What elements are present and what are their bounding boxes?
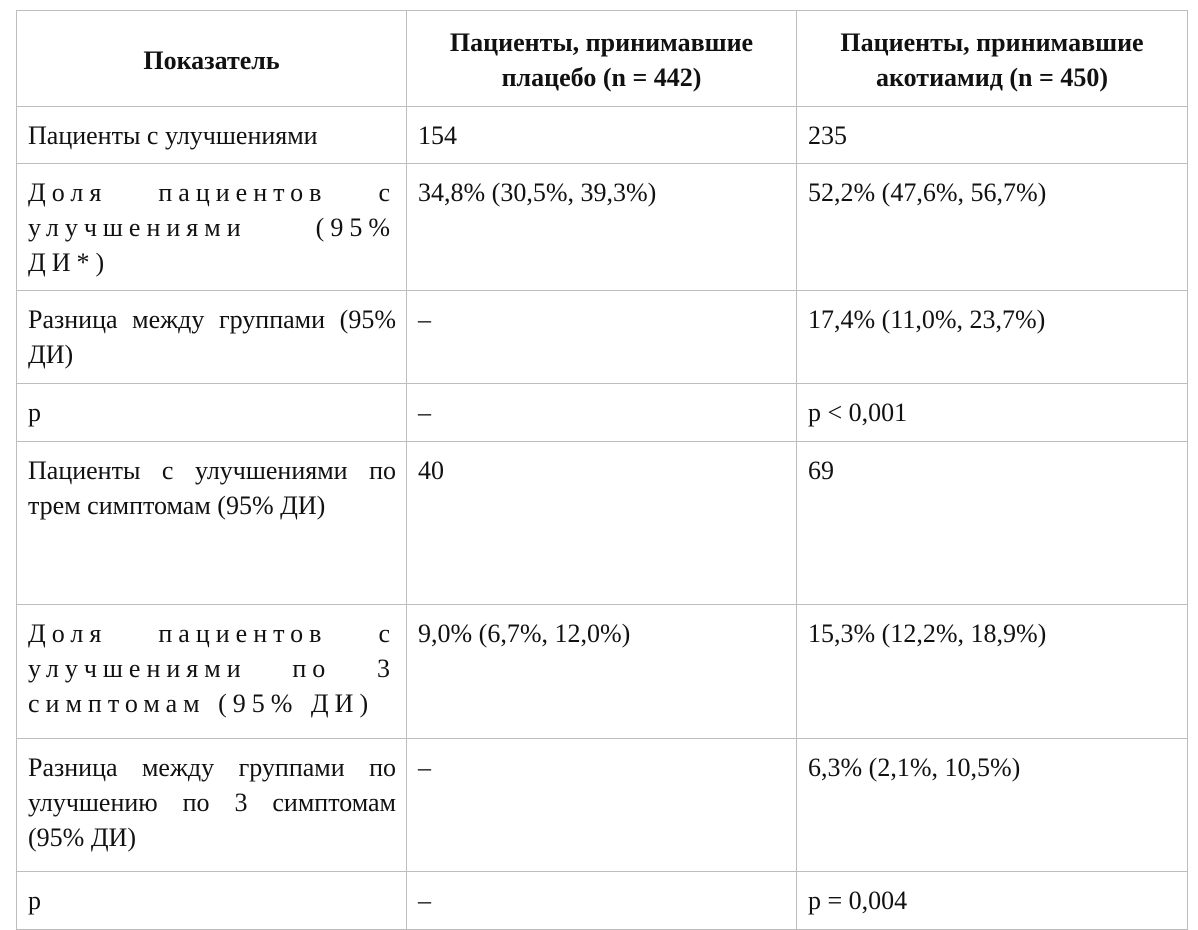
acotiamide-value: 235 bbox=[797, 107, 1188, 164]
header-placebo: Пациенты, принимавшие плацебо (n = 442) bbox=[407, 11, 797, 107]
placebo-value: 9,0% (6,7%, 12,0%) bbox=[407, 605, 797, 739]
row-label: Доля пациентов с улучшениями по 3 симптомам (95% ДИ) bbox=[17, 605, 407, 739]
acotiamide-value: 17,4% (11,0%, 23,7%) bbox=[797, 291, 1188, 384]
table-row bbox=[17, 107, 1188, 164]
acotiamide-value: 69 bbox=[797, 442, 1188, 605]
table-row bbox=[17, 605, 1188, 739]
row-label: Доля пациентов с улучшениями (95% ДИ*) bbox=[17, 164, 407, 291]
acotiamide-value: 6,3% (2,1%, 10,5%) bbox=[797, 739, 1188, 872]
acotiamide-value: 15,3% (12,2%, 18,9%) bbox=[797, 605, 1188, 739]
results-table bbox=[16, 10, 1188, 930]
table-row bbox=[17, 739, 1188, 872]
acotiamide-value: p = 0,004 bbox=[797, 872, 1188, 930]
placebo-value: 40 bbox=[407, 442, 797, 605]
acotiamide-value: 52,2% (47,6%, 56,7%) bbox=[797, 164, 1188, 291]
placebo-value: 34,8% (30,5%, 39,3%) bbox=[407, 164, 797, 291]
row-label: Разница между группами по улучшению по 3 симптомам (95% ДИ) bbox=[17, 739, 407, 872]
acotiamide-value: p < 0,001 bbox=[797, 384, 1188, 442]
row-label: Пациенты с улучшениями bbox=[17, 107, 407, 164]
row-label: Разница между группами (95% ДИ) bbox=[17, 291, 407, 384]
table-row bbox=[17, 384, 1188, 442]
table-row bbox=[17, 291, 1188, 384]
header-acotiamide: Пациенты, принимавшие акотиамид (n = 450) bbox=[797, 11, 1188, 107]
placebo-value: – bbox=[407, 384, 797, 442]
header-row bbox=[17, 11, 1188, 107]
row-label: p bbox=[17, 384, 407, 442]
placebo-value: – bbox=[407, 291, 797, 384]
header-indicator: Показатель bbox=[17, 11, 407, 107]
table-row bbox=[17, 442, 1188, 605]
row-label: p bbox=[17, 872, 407, 930]
placebo-value: – bbox=[407, 872, 797, 930]
table-row bbox=[17, 872, 1188, 930]
placebo-value: – bbox=[407, 739, 797, 872]
row-label: Пациенты с улучшениями по трем симптомам (95% ДИ) bbox=[17, 442, 407, 605]
placebo-value: 154 bbox=[407, 107, 797, 164]
table-row bbox=[17, 164, 1188, 291]
